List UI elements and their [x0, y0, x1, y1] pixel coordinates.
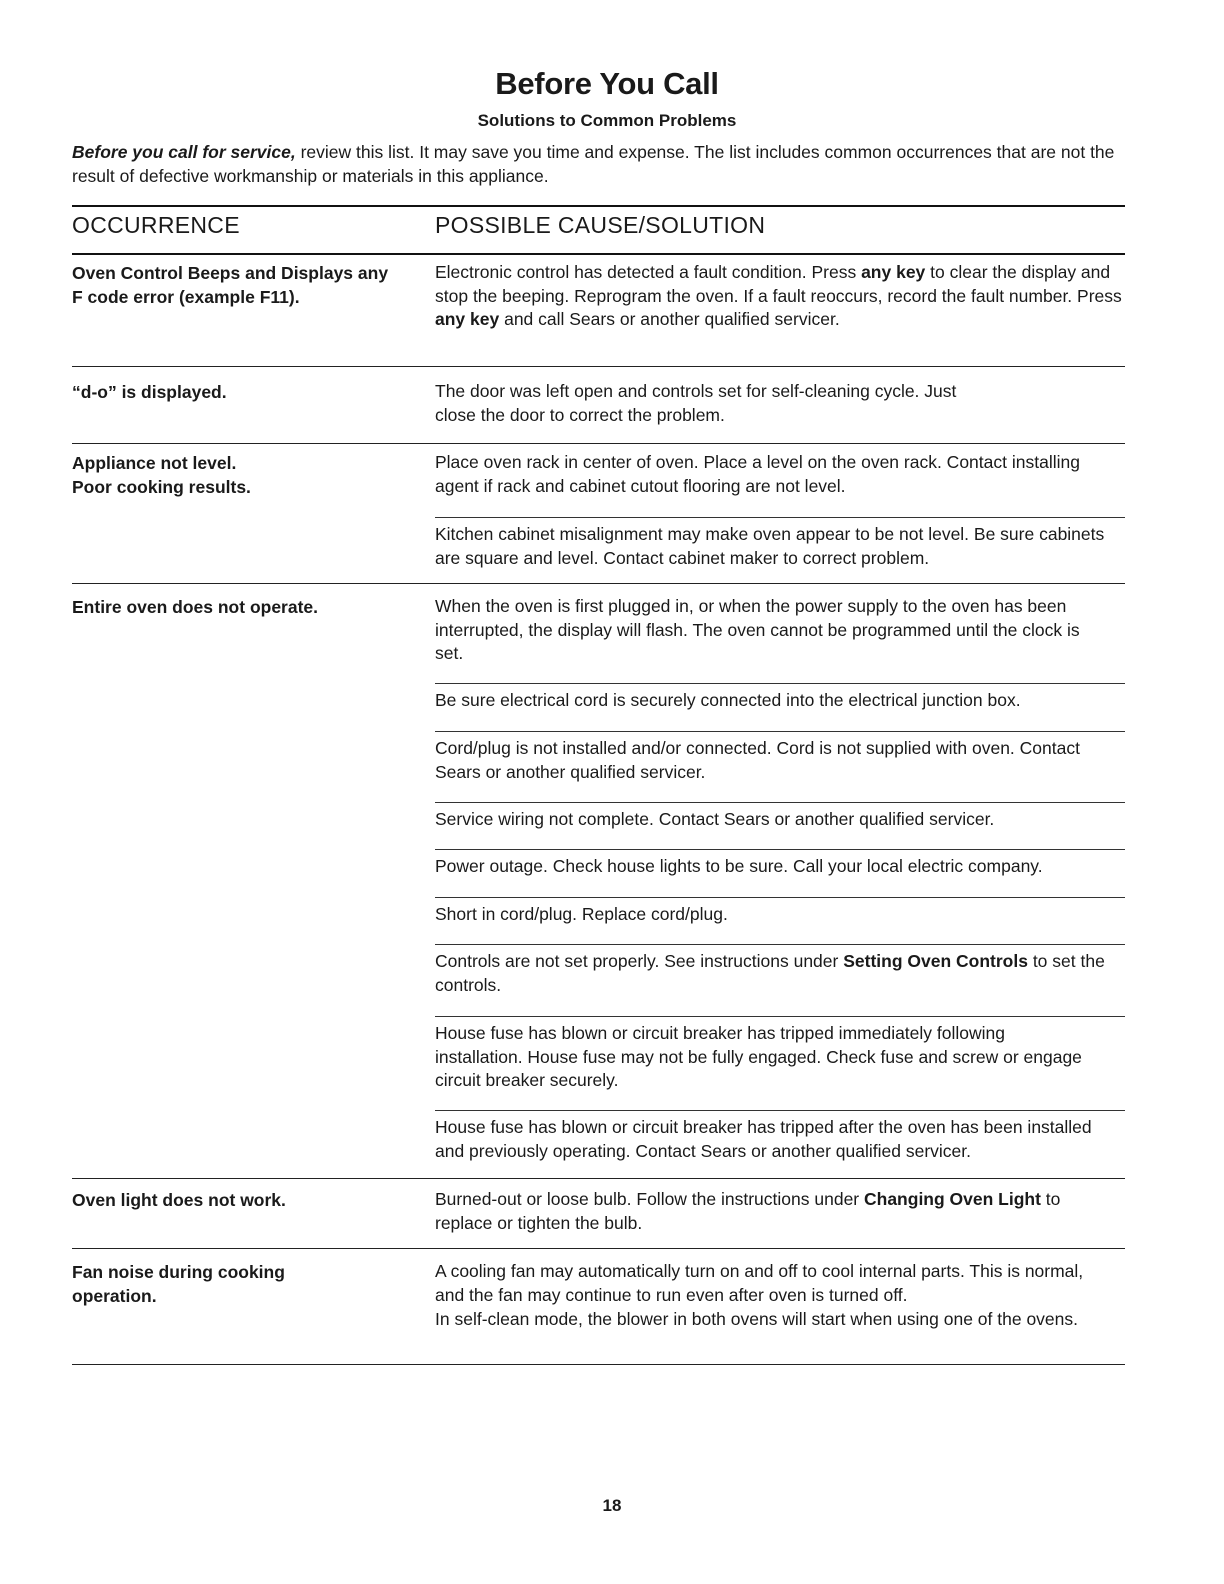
- solution-text: Power outage. Check house lights to be sure. Call your local electric company.: [435, 856, 1043, 876]
- solution-divider: [435, 897, 1125, 898]
- page-number: 18: [602, 1496, 622, 1515]
- solution-text: A cooling fan may automatically turn on and off to cool internal parts. This is normal, and the fan may continue to run even after oven is turned off.: [435, 1261, 1084, 1305]
- occurrence-text: Oven Control Beeps and Displays any F code error (example F11).: [72, 263, 389, 307]
- solution-text: Short in cord/plug. Replace cord/plug.: [435, 904, 728, 924]
- solution-text: Service wiring not complete. Contact Sears or another qualified servicer.: [435, 809, 995, 829]
- solution-divider: [435, 802, 1125, 803]
- solution-text: The door was left open and controls set for self-cleaning cycle. Just close the door to correct the problem.: [435, 381, 957, 425]
- col-header-occurrence: OCCURRENCE: [72, 212, 240, 238]
- row-divider: [72, 583, 1125, 584]
- solution-text: House fuse has blown or circuit breaker has tripped immediately following installation. House fuse may not be fully engaged. Check fuse and screw or engage circuit breaker securely.: [435, 1023, 1082, 1090]
- solution-text: When the oven is first plugged in, or when the power supply to the oven has been interrupted, the display will flash. The oven cannot be programmed until the clock is set.: [435, 596, 1080, 663]
- solution-divider: [435, 683, 1125, 684]
- solution-divider: [435, 517, 1125, 518]
- solution-divider: [435, 1110, 1125, 1111]
- solution-text: Be sure electrical cord is securely connected into the electrical junction box.: [435, 690, 1021, 710]
- occurrence-text: “d-o” is displayed.: [72, 382, 227, 402]
- table-bottom-rule: [72, 1364, 1125, 1365]
- solution-text: House fuse has blown or circuit breaker has tripped after the oven has been installed and previously operating. Contact Sears or another qualified servicer.: [435, 1117, 1092, 1161]
- intro-lead: Before you call for service,: [72, 142, 296, 162]
- intro-text: review this list. It may save you time and expense. The list includes common occurrences that are not the result of defective workmanship or materials in this appliance.: [72, 142, 1115, 186]
- row-divider: [72, 366, 1125, 367]
- solution-divider: [435, 849, 1125, 850]
- page-subtitle: Solutions to Common Problems: [477, 111, 737, 130]
- col-header-solution: POSSIBLE CAUSE/SOLUTION: [435, 212, 766, 238]
- occurrence-text: Appliance not level. Poor cooking results.: [72, 453, 251, 497]
- row-divider: [72, 443, 1125, 444]
- solution-divider: [435, 1016, 1125, 1017]
- row-divider: [72, 1248, 1125, 1249]
- page-title: Before You Call: [495, 66, 719, 101]
- occurrence-text: Oven light does not work.: [72, 1190, 286, 1210]
- solution-text: Place oven rack in center of oven. Place a level on the oven rack. Contact installing agent if rack and cabinet cutout flooring are not level.: [435, 452, 1080, 496]
- table-top-rule: [72, 205, 1125, 207]
- solution-text: Cord/plug is not installed and/or connected. Cord is not supplied with oven. Contact Sears or another qualified servicer.: [435, 738, 1080, 782]
- table-header-rule: [72, 253, 1125, 255]
- solution-divider: [435, 944, 1125, 945]
- solution-text: In self-clean mode, the blower in both ovens will start when using one of the ovens.: [435, 1309, 1079, 1329]
- solution-text: Electronic control has detected a fault condition. Press any key to clear the display and stop the beeping. Reprogram the oven. If a fault reoccurs, record the fault number. Press any key and call Sears or another qualified servicer.: [435, 262, 1122, 329]
- occurrence-text: Fan noise during cooking operation.: [72, 1262, 285, 1306]
- solution-divider: [435, 731, 1125, 732]
- row-divider: [72, 1178, 1125, 1179]
- solution-text: Controls are not set properly. See instructions under Setting Oven Controls to set the controls.: [435, 951, 1105, 995]
- solution-text: Kitchen cabinet misalignment may make oven appear to be not level. Be sure cabinets are square and level. Contact cabinet maker to correct problem.: [435, 524, 1105, 568]
- occurrence-text: Entire oven does not operate.: [72, 597, 319, 617]
- intro-paragraph: [72, 140, 1147, 188]
- solution-text: Burned-out or loose bulb. Follow the instructions under Changing Oven Light to replace or tighten the bulb.: [435, 1189, 1061, 1233]
